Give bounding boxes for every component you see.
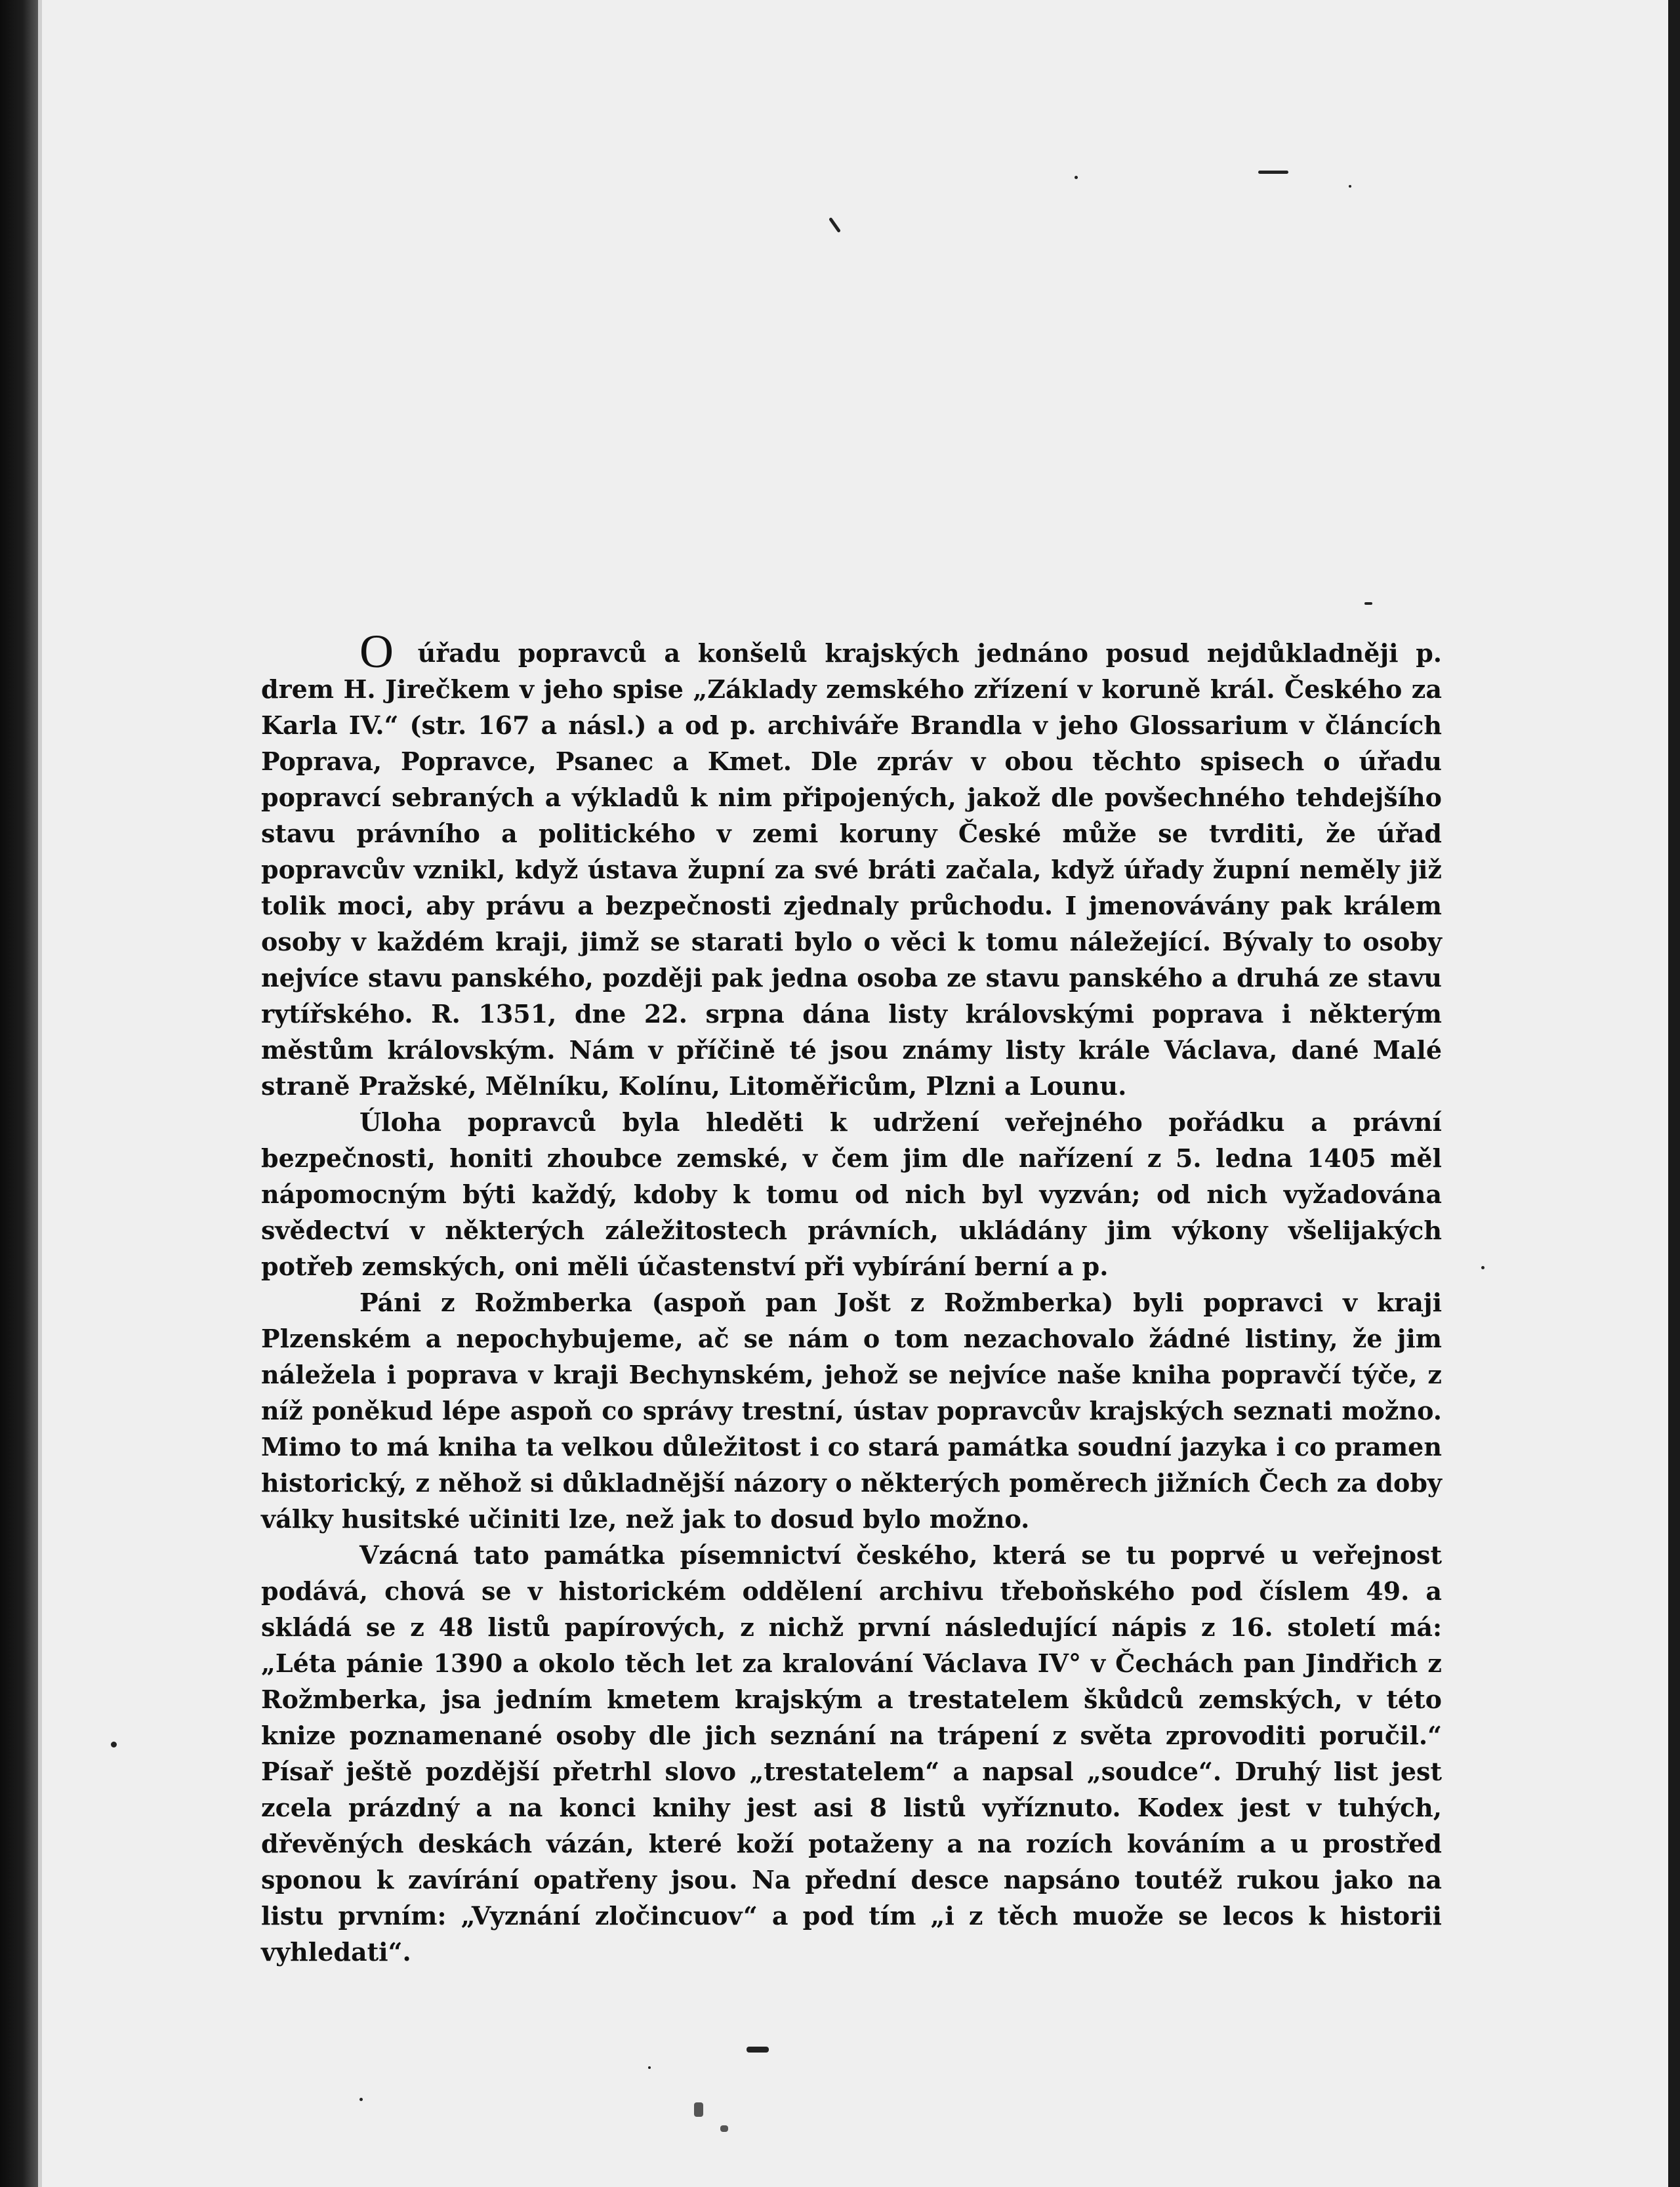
page-speck (1364, 602, 1372, 605)
paragraph: Vzácná tato památka písemnictví českého, která se tu poprvé u veřejnost podává, chová se v historickém oddělení archivu třeboňského pod číslem 49. a skládá se z 48 listů papírových, z nichž první následující nápis z 16. století má: „Léta pánie 1390 a okolo těch let za kralování Václava IV° v Čechách pan Jindřich z Rožmberka, jsa jedním kmetem krajským a trestatelem škůdců zemských, v této knize poznamenané osoby dle jich seznání na trápení z světa zprovoditi poručil.“ Písař ještě pozdější přetrhl slovo „trestatelem“ a napsal „soudce“. Druhý list jest zcela prázdný a na konci knihy jest asi 8 listů vyříznuto. Kodex jest v tuhých, dřevěných deskách vázán, které koží potaženy a na rozích kováním a u prostřed sponou k zavírání opatřeny jsou. Na přední desce napsáno toutéž rukou jako na listu prvním: „Vyznání zločincuov“ a pod tím „i z těch muože se lecos k historii vyhledati“. (261, 1540, 1442, 1967)
paragraph: Úloha popravců byla hleděti k udržení veřejného pořádku a právní bezpečnosti, honiti zhoubce zemské, v čem jim dle nařízení z 5. ledna 1405 měl nápomocným býti každý, kdoby k tomu od nich byl vyzván; od nich vyžadována svědectví v některých záležitostech právních, ukládány jim výkony všelijakých potřeb zemských, oni měli účastenství při vybírání berní a p. (261, 1107, 1442, 1281)
page-speck (694, 2102, 703, 2117)
drop-cap: O (359, 625, 394, 678)
page-speck (720, 2125, 728, 2132)
paragraph: Páni z Rožmberka (aspoň pan Jošt z Rožmberka) byli popravci v kraji Plzenském a nepochybujeme, ač se nám o tom nezachovalo žádné listiny, že jim náležela i poprava v kraji Bechynském, jehož se nejvíce naše kniha popravčí týče, z níž poněkud lépe aspoň co správy trestní, ústav popravcův krajských seznati možno. Mimo to má kniha ta velkou důležitost i co stará památka soudní jazyka i co pramen historický, z něhož si důkladnější názory o některých poměrech jižních Čech za doby války husitské učiniti lze, než jak to dosud bylo možno. (261, 1288, 1442, 1534)
paragraph (261, 625, 1442, 1104)
book-gutter (0, 0, 38, 2187)
page-right-edge (1668, 0, 1680, 2187)
body-text (261, 625, 1442, 1970)
page-speck (111, 1742, 117, 1748)
page-speck (747, 2047, 769, 2053)
page-speck (829, 217, 841, 233)
page-speck (648, 2066, 651, 2069)
page-speck (1258, 171, 1288, 174)
page-speck (1349, 185, 1351, 188)
page-speck (1481, 1266, 1485, 1269)
scanned-page (38, 0, 1668, 2187)
page-speck (359, 2098, 363, 2101)
page-speck (1075, 176, 1078, 179)
paragraph-text: úřadu popravců a konšelů krajských jednáno posud nejdůkladněji p. drem H. Jirečkem v jeho spise „Základy zemského zřízení v koruně král. Českého za Karla IV.“ (str. 167 a násl.) a od p. archiváře Brandla v jeho Glossarium v článcích Poprava, Popravce, Psanec a Kmet. Dle zpráv v obou těchto spisech o úřadu popravcí sebraných a výkladů k nim připojených, jakož dle povšechného tehdejšího stavu právního a politického v zemi koruny České může se tvrditi, že úřad popravcův vznikl, když ústava župní za své bráti začala, když úřady župní neměly již tolik moci, aby právu a bezpečnosti zjednaly průchodu. I jmenovávány pak králem osoby v každém kraji, jimž se starati bylo o věci k tomu náležející. Bývaly to osoby nejvíce stavu panského, později pak jedna osoba ze stavu panského a druhá ze stavu rytířského. R. 1351, dne 22. srpna dána listy královskými poprava i některým městům královským. Nám v příčině té jsou známy listy krále Václava, dané Malé straně Pražské, Mělníku, Kolínu, Litoměřicům, Plzni a Lounu. (261, 638, 1442, 1101)
